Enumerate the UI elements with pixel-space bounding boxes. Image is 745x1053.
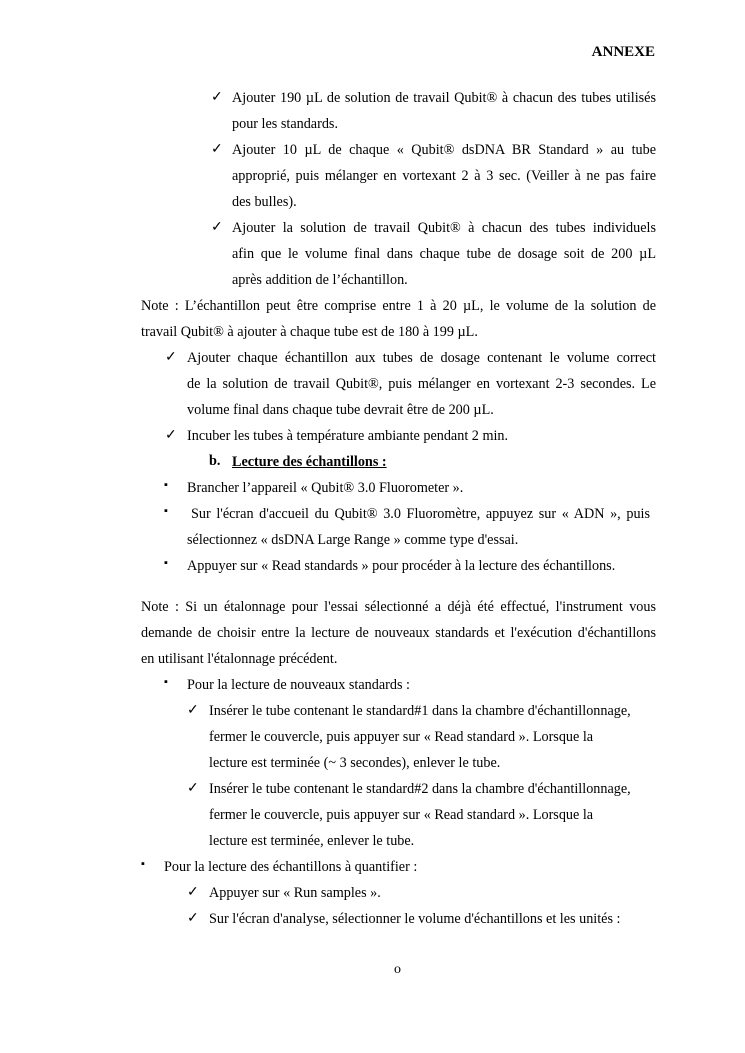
- text-line: volume final dans chaque tube devrait être de 200 µL.: [187, 402, 494, 418]
- subsection-heading: Lecture des échantillons :: [232, 454, 387, 470]
- text-line: Sur l'écran d'analyse, sélectionner le volume d'échantillons et les unités :: [209, 911, 621, 927]
- square-bullet-icon: ▪: [164, 505, 168, 517]
- text-line: Appuyer sur « Read standards » pour procéder à la lecture des échantillons.: [187, 558, 616, 574]
- square-bullet-icon: ▪: [141, 858, 145, 870]
- check-icon: ✓: [187, 780, 199, 796]
- page-number: o: [394, 962, 401, 977]
- check-icon: ✓: [165, 349, 177, 365]
- text-line: afin que le volume final dans chaque tube de dosage soit de 200 µL: [232, 246, 656, 262]
- text-line: lecture est terminée (~ 3 secondes), enlever le tube.: [209, 755, 501, 771]
- text-line: Incuber les tubes à température ambiante pendant 2 min.: [187, 428, 509, 444]
- note-line: demande de choisir entre la lecture de nouveaux standards et l'exécution d'échantillons: [141, 625, 656, 641]
- text-line: Ajouter la solution de travail Qubit® à chacun des tubes individuels: [232, 220, 656, 236]
- text-line: fermer le couvercle, puis appuyer sur « Read standard ». Lorsque la: [209, 807, 594, 823]
- text-line: de la solution de travail Qubit®, puis mélanger en vortexant 2-3 secondes. Le: [187, 376, 656, 392]
- subsection-marker: b.: [209, 453, 221, 469]
- text-line: Appuyer sur « Run samples ».: [209, 885, 381, 901]
- note-line: travail Qubit® à ajouter à chaque tube est de 180 à 199 µL.: [141, 324, 478, 340]
- text-line: fermer le couvercle, puis appuyer sur « Read standard ». Lorsque la: [209, 729, 594, 745]
- text-line: Ajouter 190 µL de solution de travail Qubit® à chacun des tubes utilisés: [232, 90, 656, 106]
- text-line: Brancher l’appareil « Qubit® 3.0 Fluorometer ».: [187, 480, 464, 496]
- text-line: Sur l'écran d'accueil du Qubit® 3.0 Fluoromètre, appuyez sur « ADN », puis: [191, 506, 650, 522]
- check-icon: ✓: [187, 910, 199, 926]
- text-line: Ajouter chaque échantillon aux tubes de dosage contenant le volume correct: [187, 350, 656, 366]
- square-bullet-icon: ▪: [164, 479, 168, 491]
- check-icon: ✓: [187, 702, 199, 718]
- text-line: Pour la lecture des échantillons à quantifier :: [164, 859, 418, 875]
- check-icon: ✓: [211, 89, 223, 105]
- page-header-title: ANNEXE: [591, 44, 655, 60]
- check-icon: ✓: [165, 427, 177, 443]
- text-line: approprié, puis mélanger en vortexant 2 à 3 sec. (Veiller à ne pas faire: [232, 168, 656, 184]
- text-line: Insérer le tube contenant le standard#2 dans la chambre d'échantillonnage,: [209, 781, 631, 797]
- text-line: Pour la lecture de nouveaux standards :: [187, 677, 410, 693]
- check-icon: ✓: [187, 884, 199, 900]
- square-bullet-icon: ▪: [164, 557, 168, 569]
- text-line: Insérer le tube contenant le standard#1 dans la chambre d'échantillonnage,: [209, 703, 631, 719]
- text-line: lecture est terminée, enlever le tube.: [209, 833, 415, 849]
- text-line: des bulles).: [232, 194, 297, 210]
- note-line: Note : L’échantillon peut être comprise entre 1 à 20 µL, le volume de la solution de: [141, 298, 656, 314]
- text-line: Ajouter 10 µL de chaque « Qubit® dsDNA BR Standard » au tube: [232, 142, 656, 158]
- note-line: Note : Si un étalonnage pour l'essai sélectionné a déjà été effectué, l'instrument vous: [141, 599, 656, 615]
- check-icon: ✓: [211, 141, 223, 157]
- check-icon: ✓: [211, 219, 223, 235]
- note-line: en utilisant l'étalonnage précédent.: [141, 651, 338, 667]
- square-bullet-icon: ▪: [164, 676, 168, 688]
- text-line: pour les standards.: [232, 116, 338, 132]
- text-line: après addition de l’échantillon.: [232, 272, 408, 288]
- text-line: sélectionnez « dsDNA Large Range » comme type d'essai.: [187, 532, 519, 548]
